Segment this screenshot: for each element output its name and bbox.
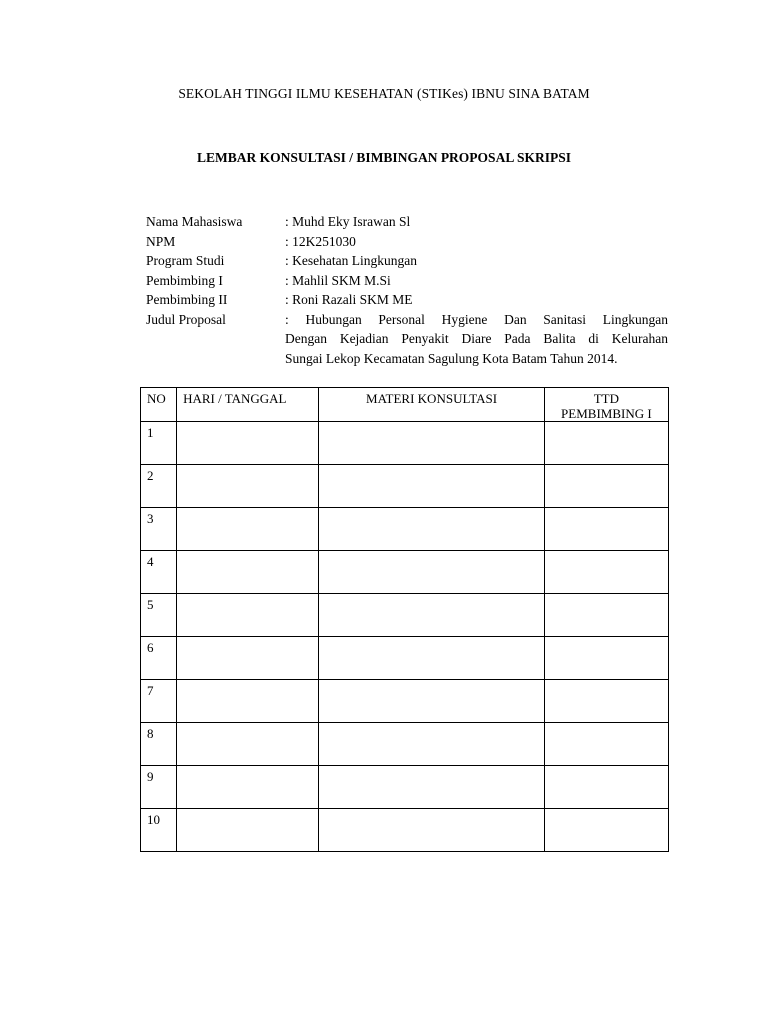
proposal-title-line-2: Dengan Kejadian Penyakit Diare Pada Balita di Kelurahan [285,331,668,346]
name-value: : Muhd Eky Israwan Sl [285,214,411,229]
material-cell[interactable] [319,594,544,637]
material-cell[interactable] [319,508,544,551]
material-cell[interactable] [319,766,544,809]
proposal-title-label: Judul Proposal [146,311,226,327]
info-row-proposal-title [146,310,668,369]
program-label: Program Studi [146,253,225,268]
row-number: 5 [141,594,177,637]
material-cell[interactable] [319,465,544,508]
material-cell[interactable] [319,551,544,594]
signature-cell[interactable] [544,508,668,551]
signature-cell[interactable] [544,551,668,594]
table-row [141,680,669,723]
table-row [141,594,669,637]
row-number: 6 [141,637,177,680]
date-cell[interactable] [177,809,319,852]
name-label: Nama Mahasiswa [146,214,243,229]
date-cell[interactable] [177,594,319,637]
info-row-program [146,251,668,271]
table-row [141,551,669,594]
date-cell[interactable] [177,637,319,680]
institution-name: SEKOLAH TINGGI ILMU KESEHATAN (STIKes) IBNU SINA BATAM [178,86,590,101]
header-material: MATERI KONSULTASI [319,388,544,422]
signature-cell[interactable] [544,809,668,852]
date-cell[interactable] [177,766,319,809]
date-cell[interactable] [177,508,319,551]
signature-cell[interactable] [544,465,668,508]
row-number: 2 [141,465,177,508]
table-header-row [141,388,669,422]
material-cell[interactable] [319,723,544,766]
date-cell[interactable] [177,465,319,508]
table-row [141,422,669,465]
proposal-title-line-1: : Hubungan Personal Hygiene Dan Sanitasi Lingkungan [285,311,668,327]
date-cell[interactable] [177,723,319,766]
row-number: 3 [141,508,177,551]
date-cell[interactable] [177,551,319,594]
signature-cell[interactable] [544,594,668,637]
table-row [141,723,669,766]
row-number: 4 [141,551,177,594]
info-row-name [146,212,668,232]
consultation-table [140,387,669,852]
row-number: 10 [141,809,177,852]
advisor2-label: Pembimbing II [146,292,228,307]
date-cell[interactable] [177,680,319,723]
row-number: 7 [141,680,177,723]
document-title: LEMBAR KONSULTASI / BIMBINGAN PROPOSAL SKRIPSI [197,150,571,165]
signature-cell[interactable] [544,637,668,680]
material-cell[interactable] [319,422,544,465]
info-row-advisor2 [146,290,668,310]
student-info-block [146,212,668,368]
advisor2-value: : Roni Razali SKM ME [285,292,413,307]
info-row-npm [146,232,668,252]
proposal-title-value [285,310,668,369]
header-no: NO [141,388,177,422]
date-cell[interactable] [177,422,319,465]
info-row-advisor1 [146,271,668,291]
signature-cell[interactable] [544,766,668,809]
table-row [141,465,669,508]
npm-value: : 12K251030 [285,233,356,249]
header-signature-line-2: PEMBIMBING I [561,406,652,421]
signature-cell[interactable] [544,723,668,766]
table-row [141,637,669,680]
material-cell[interactable] [319,680,544,723]
proposal-title-line-3: Sungai Lekop Kecamatan Sagulung Kota Batam Tahun 2014. [285,350,618,366]
npm-label: NPM [146,233,176,249]
program-value: : Kesehatan Lingkungan [285,253,417,268]
signature-cell[interactable] [544,680,668,723]
material-cell[interactable] [319,809,544,852]
row-number: 1 [141,422,177,465]
row-number: 9 [141,766,177,809]
header-date: HARI / TANGGAL [177,388,319,422]
header-signature [544,388,668,422]
advisor1-label: Pembimbing I [146,272,223,288]
row-number: 8 [141,723,177,766]
material-cell[interactable] [319,637,544,680]
header-signature-line-1: TTD [593,391,620,406]
table-row [141,766,669,809]
signature-cell[interactable] [544,422,668,465]
table-row [141,809,669,852]
advisor1-value: : Mahlil SKM M.Si [285,272,391,288]
table-row [141,508,669,551]
